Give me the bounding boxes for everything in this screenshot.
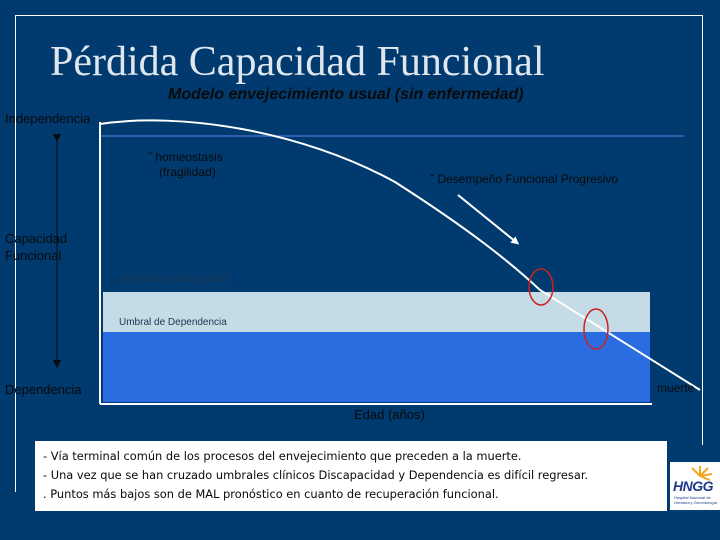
page-title: Pérdida Capacidad Funcional	[50, 39, 545, 85]
independencia-label: Independencia	[5, 111, 91, 126]
capacidad-label-line1: Capacidad	[5, 231, 68, 246]
caption-line-1: - Vía terminal común de los procesos del envejecimiento que preceden a la muerte.	[43, 449, 522, 463]
muerte-label: muerte	[657, 381, 695, 395]
desempeno-label	[430, 172, 618, 186]
umbral-dependencia-label: Umbral de Dependencia	[119, 317, 227, 328]
umbral-discapacidad-label: Umbral de Discapacidad	[119, 274, 228, 285]
desempeno-text: Desempeño Funcional Progresivo	[437, 172, 619, 186]
capacidad-funcional-label	[5, 230, 67, 264]
fragilidad-text: (fragilidad)	[159, 165, 216, 179]
logo-text: HNGG	[673, 478, 713, 494]
edad-axis-label: Edad (años)	[354, 407, 425, 422]
dependencia-label: Dependencia	[5, 382, 82, 397]
desempeno-bullet: ˇ	[430, 172, 434, 186]
caption-box	[35, 441, 667, 511]
hngg-logo	[670, 462, 720, 510]
logo-subtext: Hospital Nacional de Geriatría y Gerontología	[674, 495, 717, 505]
homeostasis-label	[148, 150, 223, 180]
capacidad-label-line2: Funcional	[5, 248, 62, 263]
performance-arrow	[458, 195, 516, 242]
subtitle: Modelo envejecimiento usual (sin enfermedad)	[168, 86, 524, 103]
dependency-crossing-circle	[584, 309, 608, 349]
caption-line-2: - Una vez que se han cruzado umbrales clínicos Discapacidad y Dependencia es difícil regresar.	[43, 468, 589, 482]
homeostasis-bullet: ˇ	[148, 150, 152, 164]
disability-crossing-circle	[529, 269, 553, 305]
caption-line-3: . Puntos más bajos son de MAL pronóstico en cuanto de recuperación funcional.	[43, 487, 499, 501]
homeostasis-text: homeostasis	[155, 150, 223, 164]
